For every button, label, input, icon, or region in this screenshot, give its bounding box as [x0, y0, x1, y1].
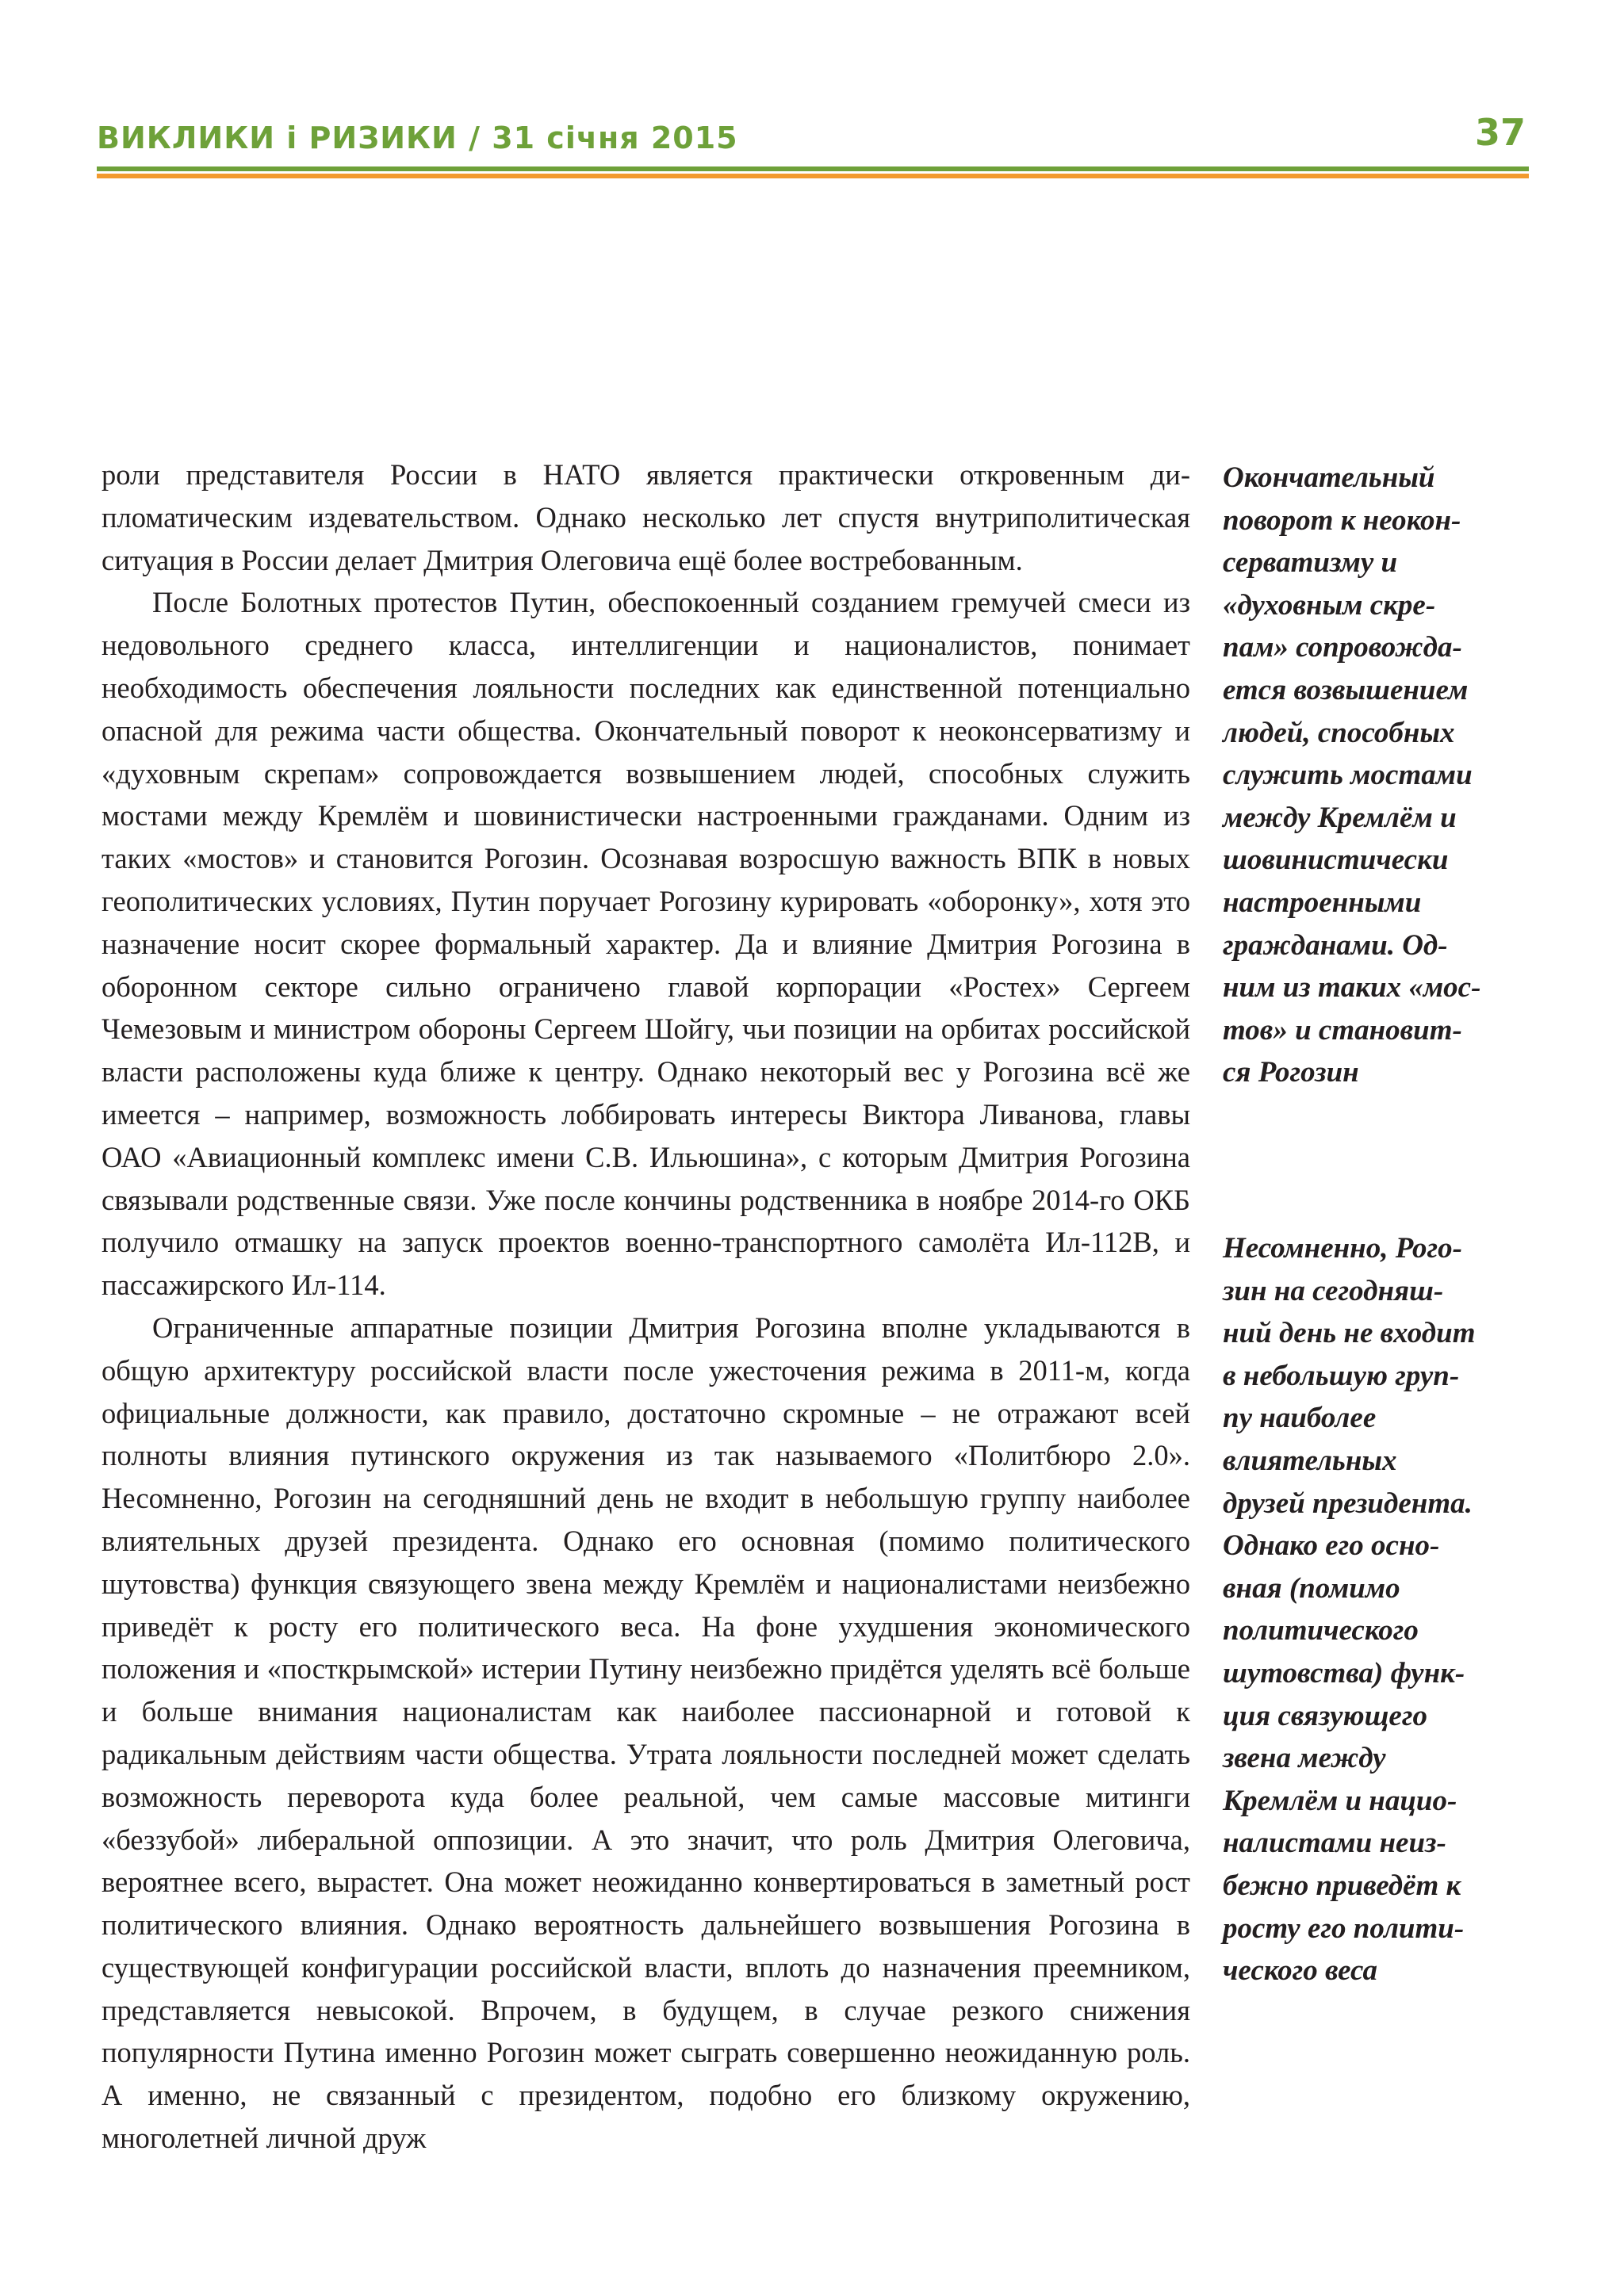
- article-body: [102, 453, 1190, 2160]
- header-rule-green: [97, 166, 1529, 171]
- pullquote: Окончательный поворот к неокон- серватизму и «духовным скре- пам» сопровожда- ется возвышением людей, способных служить мостами между Кремлём и шовинистически настроенными гражданами. Од- ним из таких «мос- тов» и становит- ся Рогозин: [1223, 461, 1481, 1089]
- page-number: 37: [1474, 111, 1526, 154]
- pullquote: Несомненно, Рого- зин на сегодняш- ний день не входит в небольшую груп- пу наиболее влиятельных друзей президента. Однако его осно- вная (помимо политического шутовства) функ- ция связующего звена между Кремлём и нацио- налистами неиз- бежно приведёт к росту его полити- ческого веса: [1223, 1232, 1476, 1988]
- running-header-title: ВИКЛИКИ і РИЗИКИ / 31 січня 2015: [97, 121, 738, 155]
- header-rule-orange: [97, 174, 1529, 178]
- article-paragraph: роли представителя России в НАТО является практически откровенным дипломатическим издевательством. Однако несколько лет спустя внутриполитическая ситуация в России делает Дмитрия Олеговича ещё более востребованным.: [102, 458, 1190, 576]
- article-paragraph: Ограниченные аппаратные позиции Дмитрия Рогозина вполне укладываются в общую архитектуру российской власти после ужесточения режима в 2011-м, когда официальные должности, как правило, достаточно скромные – не отражают всей полноты влияния путинского окружения из так называемого «Политбюро 2.0». Несомненно, Рогозин на сегодняшний день не входит в небольшую группу наиболее влиятельных друзей президента. Однако его основная (помимо политического шутовства) функция связующего звена между Кремлём и националистами неизбежно приведёт к росту его политического веса. На фоне ухудшения экономического положения и «посткрымской» истерии Путину неизбежно придётся уделять всё больше и больше внимания националистам как наиболее пассионарной и готовой к радикальным действиям части общества. Утрата лояльности последней может сделать возможность переворота куда более реальной, чем самые массовые митинги «беззубой» либеральной оппозиции. А это значит, что роль Дмитрия Олеговича, вероятнее всего, вырастет. Она может неожиданно конвертироваться в заметный рост политического влияния. Однако вероятность дальнейшего возвышения Рогозина в существующей конфигурации российской власти, вплоть до назначения преемником, представляется невысокой. Впрочем, в будущем, в случае резкого снижения популярности Путина именно Рогозин может сыграть совершенно неожиданную роль. А именно, не связанный с президентом, подобно его близкому окружению, многолетней личной друж: [102, 1311, 1190, 2155]
- article-paragraph: После Болотных протестов Путин, обеспокоенный созданием гремучей смеси из недовольного среднего класса, интеллигенции и националистов, понимает необходимость обеспечения лояльности последних как единственной потенциально опасной для режима части общества. Окончательный поворот к неоконсерватизму и «духовным скрепам» сопровождается возвышением людей, способных служить мостами между Кремлём и шовинистически настроенными гражданами. Одним из таких «мостов» и становится Рогозин. Осознавая возросшую важность ВПК в новых геополитических условиях, Путин поручает Рогозину курировать «оборонку», хотя это назначение носит скорее формальный характер. Да и влияние Дмитрия Рогозина в оборонном секторе сильно ограничено главой корпорации «Ростех» Сергеем Чемезовым и министром обороны Сергеем Шойгу, чьи позиции на орбитах российской власти расположены куда ближе к центру. Однако некоторый вес у Рогозина всё же имеется – например, возможность лоббировать интересы Виктора Ливанова, главы ОАО «Авиационный комплекс имени С.В. Ильюшина», с которым Дмитрия Рогозина связывали родственные связи. Уже после кончины родственника в ноябре 2014-го ОКБ получило отмашку на запуск проектов военно-транспортного самолёта Ил-112В, и пассажирского Ил-114.: [102, 586, 1190, 1302]
